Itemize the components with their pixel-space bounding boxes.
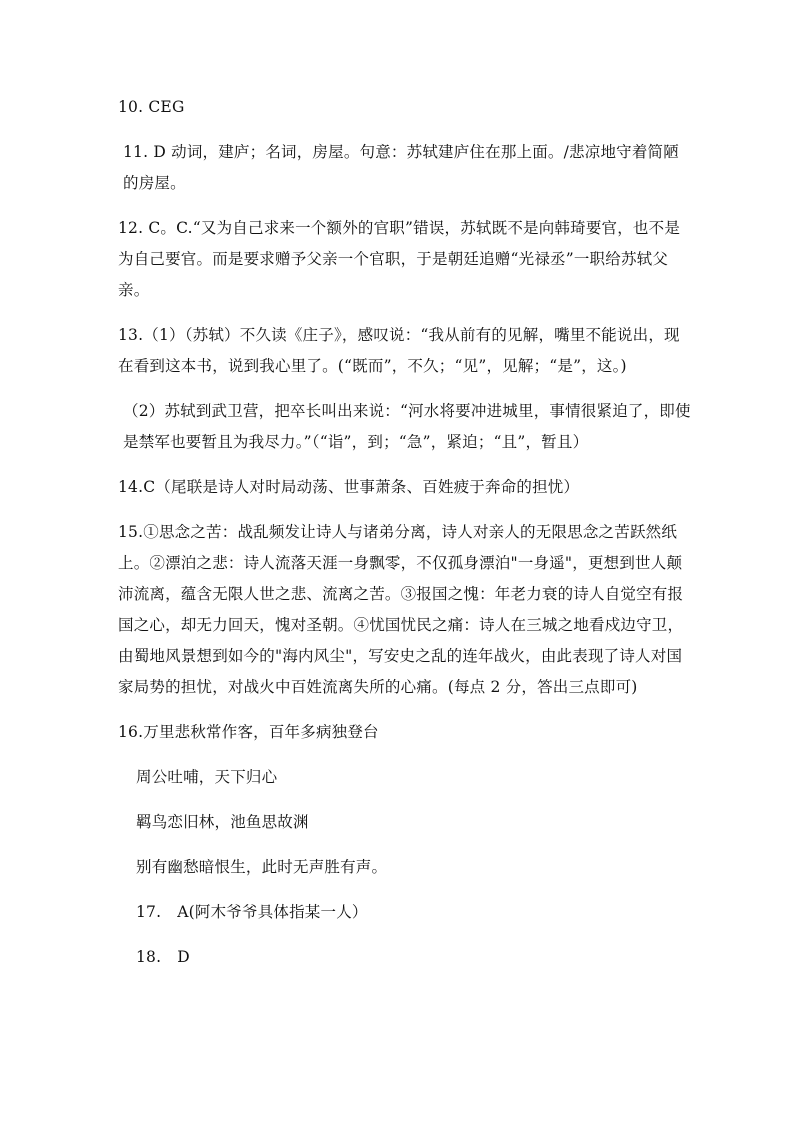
- answer-11: 11. D 动词，建庐；名词，房屋。句意：苏轼建庐住在那上面。/悲凉地守着简陋的房屋。: [123, 143, 679, 192]
- answer-10: 10. CEG: [118, 98, 185, 116]
- answer-16-line4: 别有幽愁暗恨生，此时无声胜有声。: [136, 858, 388, 876]
- answer-14: 14.C（尾联是诗人对时局动荡、世事萧条、百姓疲于奔命的担忧）: [118, 478, 580, 496]
- answer-18: [118, 942, 694, 973]
- answer-15: 15.①思念之苦：战乱频发让诗人与诸弟分离，诗人对亲人的无限思念之苦跃然纸上。②漂泊之悲：诗人流落天涯一身飘零，不仅孤身漂泊"一身遥"，更想到世人颠沛流离，蕴含无限人世之悲、流离之苦。③报国之愧：年老力衰的诗人自觉空有报国之心，却无力回天，愧对圣朝。④忧国忧民之痛：诗人在三城之地看戍边守卫，由蜀地风景想到如今的"海内风尘"，写安史之乱的连年战火，由此表现了诗人对国家局势的担忧，对战火中百姓流离失所的心痛。(每点 2 分，答出三点即可): [118, 523, 684, 696]
- answer-16-line2: 周公吐哺，天下归心: [136, 768, 278, 786]
- answer-16-line3: 羁鸟恋旧林，池鱼思故渊: [136, 813, 309, 831]
- answer-18-text: D: [177, 948, 190, 966]
- answer-17-number: 17.: [136, 903, 162, 921]
- answer-12: 12. C。C.“又为自己求来一个额外的官职”错误，苏轼既不是向韩琦要官，也不是为自己要官。而是要求赠予父亲一个官职，于是朝廷追赠“光禄丞”一职给苏轼父亲。: [118, 219, 681, 299]
- answer-13-part1: 13.（1）（苏轼）不久读《庄子》，感叹说：“我从前有的见解，嘴里不能说出，现在看到这本书，说到我心里了。(“既而”，不久；“见”，见解；“是”，这。): [118, 326, 680, 375]
- answer-17: [118, 897, 694, 928]
- answer-18-number: 18.: [136, 948, 162, 966]
- answer-13-part2: （2）苏轼到武卫营，把卒长叫出来说：“河水将要冲进城里，事情很紧迫了，即使是禁军也要暂且为我尽力。”（“诣”，到；“急”，紧迫；“且”，暂且）: [123, 402, 691, 451]
- answer-17-text: A(阿木爷爷具体指某一人）: [177, 903, 368, 921]
- answer-16-head: 16.万里悲秋常作客，百年多病独登台: [118, 723, 379, 741]
